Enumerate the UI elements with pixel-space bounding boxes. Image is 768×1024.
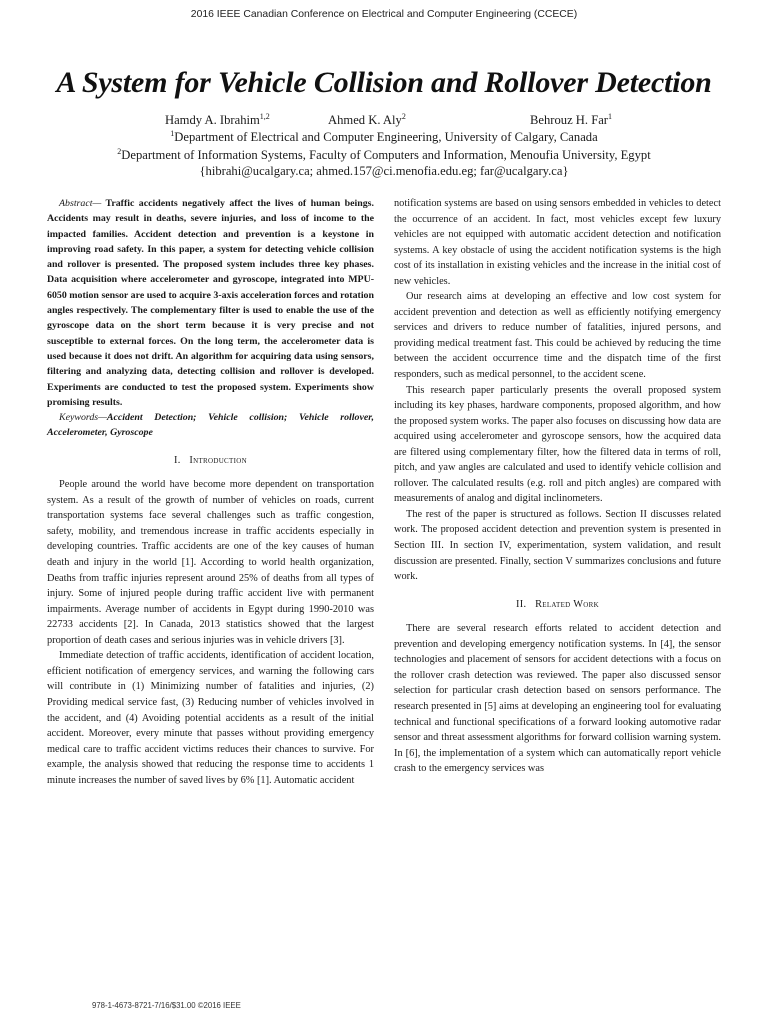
- author-3-name: Behrouz H. Far: [530, 113, 608, 128]
- abstract-label: Abstract—: [59, 198, 102, 209]
- section-number: I.: [174, 454, 181, 466]
- intro-paragraph-2: Immediate detection of traffic accidents, identification of accident location, efficient notification of emergency services, and warning the following cars will contribute in (1) Minimizing number of fatalities and injuries, (2) Providing medical service fast, (3) Reducing number of vehicles involved in the accident, and (4) Avoiding potential accidents as a result of the initial accident. Moreover, every minute that passes without providing emergency medical care to traffic accident victims reduces their chances to survive. For example, the analysis showed that reducing the response time to accidents 1 minute increases the number of saved lives by 6% [1]. Automatic accident: [47, 650, 374, 786]
- intro-paragraph-6: The rest of the paper is structured as follows. Section II discusses related work. The proposed accident detection and prevention system is presented in Section III. In section IV, experimentation, system validation, and result discussion are presented. Finally, section V summarizes conclusions and future work.: [394, 508, 721, 583]
- section-number: II.: [516, 598, 527, 610]
- left-column: [47, 196, 374, 788]
- author-2-name: Ahmed K. Aly: [328, 113, 402, 128]
- author-1-name: Hamdy A. Ibrahim: [165, 113, 260, 128]
- author-2-sup: 2: [401, 112, 406, 121]
- author-2: [328, 112, 406, 128]
- author-3-sup: 1: [608, 112, 612, 121]
- right-column: [394, 196, 721, 777]
- section-title: Introduction: [189, 454, 247, 466]
- keywords: [47, 410, 374, 441]
- author-line: [0, 112, 768, 130]
- intro-paragraph-3: notification systems are based on using sensors embedded in vehicles to detect the occurrence of an accident. In fact, most vehicles except few luxury vehicles are not equipped with automatic accident detection and notification systems. A key obstacle of using the accident notification systems is the high cost of its installation in existing vehicles and the increase in the initial cost of new vehicles.: [394, 198, 721, 287]
- author-1: [165, 112, 270, 128]
- intro-paragraph-4: Our research aims at developing an effective and low cost system for accident prevention and detection as well as efficiently notifying emergency services and drivers to reduce number of fatalities, injured persons, and providing medical treatment fast. This could be achieved by reducing the time between the accident occurrence time and the dispatch time of the first responders, such as medical personnel, to the accident scene.: [394, 291, 721, 381]
- affiliation-1: [0, 129, 768, 145]
- affiliation-2: [0, 147, 768, 163]
- abstract: [47, 196, 374, 410]
- paper-title: A System for Vehicle Collision and Rollover Detection: [56, 66, 712, 99]
- affiliation-1-text: Department of Electrical and Computer Engineering, University of Calgary, Canada: [174, 130, 598, 145]
- intro-paragraph-1: People around the world have become more dependent on transportation system. As a result of the growth of number of vehicles on roads, current transportation systems face several challenges such as traffic congestion, safety, mobility, and tremendous increase in traffic accidents especially in developing countries. Traffic accidents are one of the key causes of human death and injury in the world [1]. According to world health organization, Deaths from traffic injuries represent around 25% of deaths from all types of injury. Some of injured people during traffic accident live with permanent impairments. Average number of accidents in Egypt during 1990-2010 was 22733 accidents [2]. In Canada, 2013 statistics showed that the largest proportion of death cases and serious injuries was in vehicle drivers [3].: [47, 479, 374, 646]
- keywords-label: Keywords—: [59, 412, 107, 424]
- copyright-footer: 978-1-4673-8721-7/16/$31.00 ©2016 IEEE: [92, 1001, 241, 1010]
- related-paragraph-1: There are several research efforts related to accident detection and prevention and developing emergency notification systems. In [4], the sensor technologies and placement of sensors for accident detections with a focus on the rollover crash detection was reviewed. The paper also discussed sensor selection for particular crash detection based on sensors performance. The research presented in [5] aims at developing an engineering tool for evaluating technical and functional specifications of a forward looking automotive radar sensor and threat assessment algorithms for forward collision warning system. In [6], the implementation of a system which can automatically report vehicle crash to the emergency services was: [394, 623, 721, 775]
- affiliation-2-text: Department of Information Systems, Faculty of Computers and Information, Menoufia University, Egypt: [121, 148, 651, 163]
- conference-header: 2016 IEEE Canadian Conference on Electrical and Computer Engineering (CCECE): [190, 9, 578, 20]
- section-heading-related-work: [394, 597, 721, 613]
- section-title: Related Work: [535, 598, 599, 610]
- intro-paragraph-5: This research paper particularly presents the overall proposed system including its key phases, hardware components, proposed algorithm, and how the proposed system works. The paper also focuses on discussing how data are acquired using accelerometer and gyroscope sensors, how the acquired data are filtered using complementary filter, how the filtered data in terms of roll, pitch, and yaw angles are calculated and used to identify vehicle collision and rollover. The calculated results (e.g. roll and pitch angles) are compared with measurements of analog and digital inclinometers.: [394, 384, 721, 505]
- author-emails: {hibrahi@ucalgary.ca; ahmed.157@ci.menofia.edu.eg; far@ucalgary.ca}: [199, 164, 569, 178]
- affiliation-2-sup: 2: [117, 147, 122, 156]
- section-heading-introduction: [47, 453, 374, 469]
- author-1-sup: 1,2: [259, 112, 270, 121]
- affiliation-1-sup: 1: [170, 129, 175, 138]
- keywords-text: Accident Detection; Vehicle collision; Vehicle rollover, Accelerometer, Gyroscope: [47, 412, 374, 439]
- author-3: [530, 112, 612, 128]
- abstract-text: Traffic accidents negatively affect the lives of human beings. Accidents may result in deaths, severe injuries, and loss of income to the impacted families. Accident detection and prevention is a keystone in improving road safety. In this paper, a system for detecting vehicle collision and rollover is presented. The proposed system includes three key phases. Data acquisition where accelerometer and gyroscope, integrated into MPU-6050 motion sensor are used to acquire 3-axis acceleration forces and rotation angles respectively. The complementary filter is used to enable the use of the gyroscope data on the short term because it is very precise and not susceptible to external forces. On the long term, the accelerometer data is used because it does not drift. An algorithm for acquiring data using sensors, filtering and analyzing data, detecting collision and rollover is developed. Experiments are conducted to test the proposed system. Experiments show promising results.: [47, 198, 374, 408]
